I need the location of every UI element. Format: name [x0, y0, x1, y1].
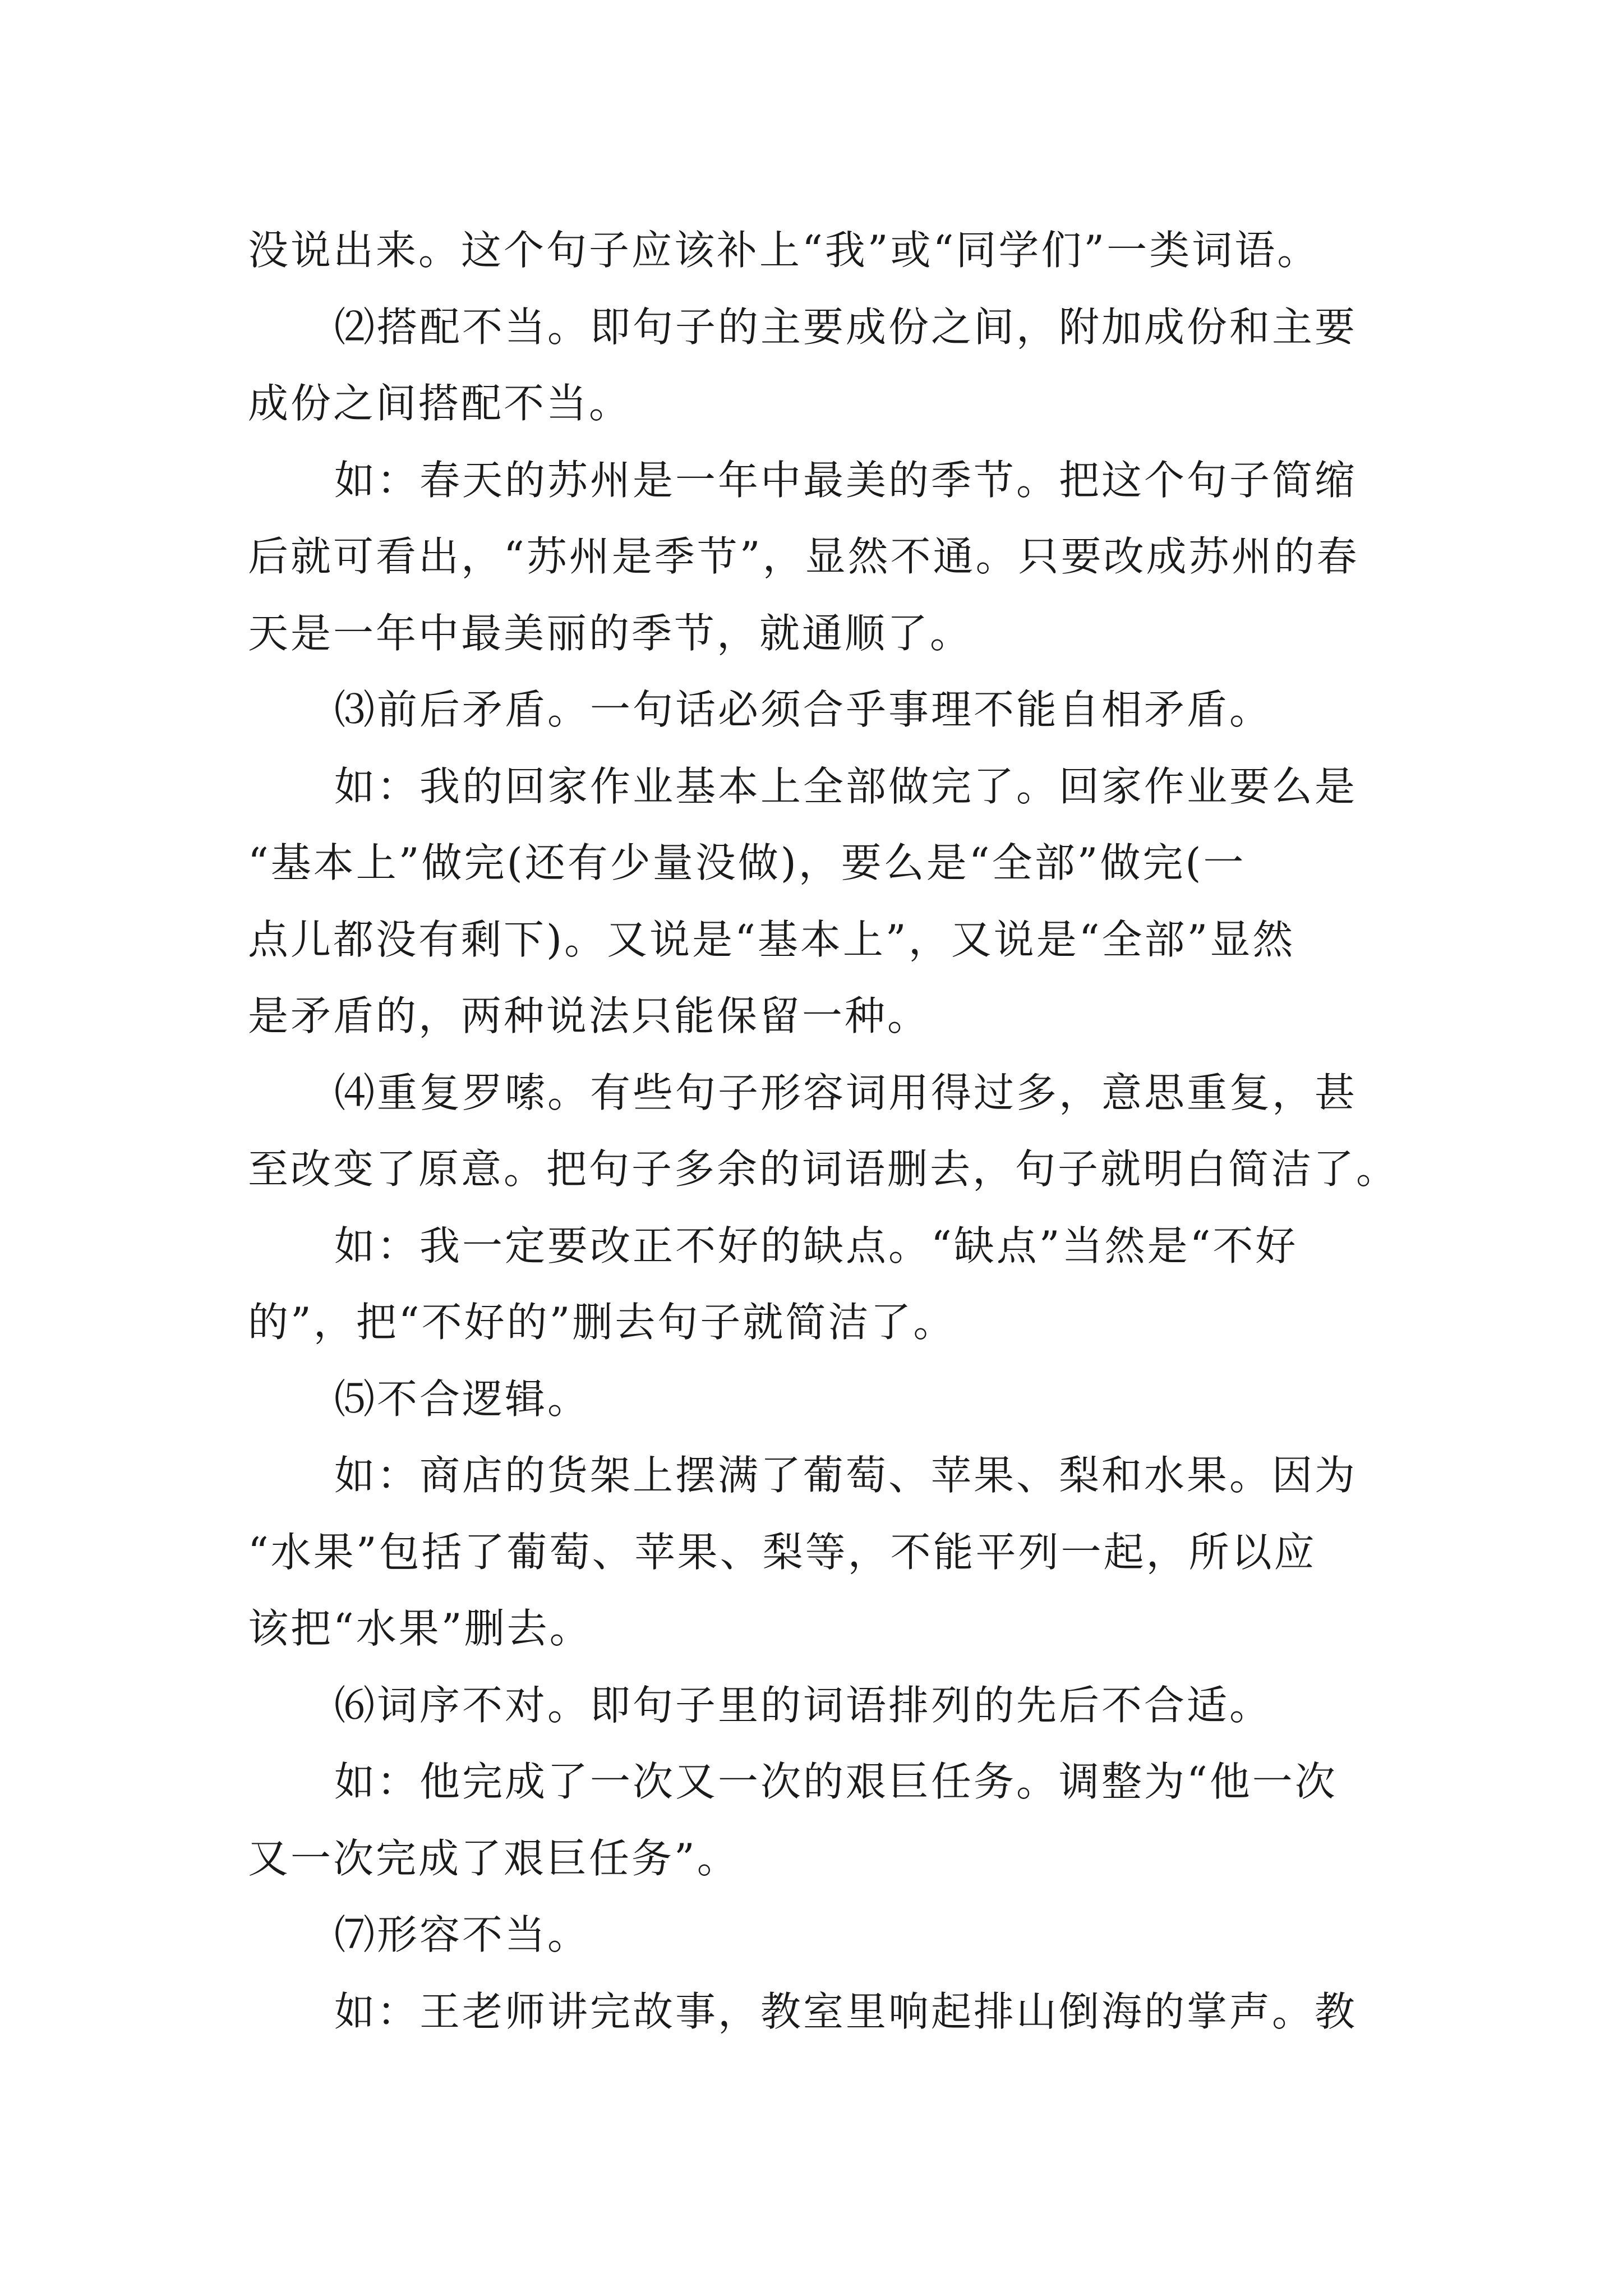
text-line: 天是一年中最美丽的季节，就通顺了。	[248, 609, 973, 657]
text-line: “水果”包括了葡萄、苹果、梨等，不能平列一起，所以应	[248, 1528, 1317, 1576]
text-line: 点儿都没有剩下)。又说是“基本上”，又说是“全部”显然	[248, 915, 1295, 963]
text-line: 如：王老师讲完故事，教室里响起排山倒海的掌声。教	[334, 1987, 1358, 2035]
text-line: ⑵搭配不当。即句子的主要成份之间，附加成份和主要	[334, 303, 1358, 351]
text-line: ⑷重复罗嗦。有些句子形容词用得过多，意思重复，甚	[334, 1069, 1358, 1116]
text-line: 如：他完成了一次又一次的艰巨任务。调整为“他一次	[334, 1758, 1338, 1805]
text-line: 没说出来。这个句子应该补上“我”或“同学们”一类词语。	[248, 227, 1320, 274]
text-line: 至改变了原意。把句子多余的词语删去，句子就明白简洁了。	[248, 1145, 1399, 1193]
text-line: 该把“水果”删去。	[248, 1605, 592, 1652]
text-line: “基本上”做完(还有少量没做)，要么是“全部”做完(一	[248, 839, 1246, 886]
text-line: ⑹词序不对。即句子里的词语排列的先后不合适。	[334, 1681, 1272, 1729]
text-line: 的”，把“不好的”删去句子就简洁了。	[248, 1299, 956, 1346]
text-line: ⑺形容不当。	[334, 1911, 591, 1958]
text-line: 如：我的回家作业基本上全部做完了。回家作业要么是	[334, 762, 1358, 810]
text-line: 成份之间搭配不当。	[248, 380, 632, 427]
text-line: 如：我一定要改正不好的缺点。“缺点”当然是“不好	[334, 1222, 1298, 1269]
text-line: 又一次完成了艰巨任务”。	[248, 1834, 740, 1882]
text-line: 如：商店的货架上摆满了葡萄、苹果、梨和水果。因为	[334, 1452, 1358, 1499]
text-line: 如：春天的苏州是一年中最美的季节。把这个句子简缩	[334, 456, 1358, 504]
text-line: ⑶前后矛盾。一句话必须合乎事理不能自相矛盾。	[334, 686, 1272, 733]
text-line: 是矛盾的，两种说法只能保留一种。	[248, 992, 930, 1039]
text-line: ⑸不合逻辑。	[334, 1375, 591, 1423]
text-line: 后就可看出，“苏州是季节”，显然不通。只要改成苏州的春	[248, 533, 1359, 580]
document-body	[248, 212, 1399, 2050]
